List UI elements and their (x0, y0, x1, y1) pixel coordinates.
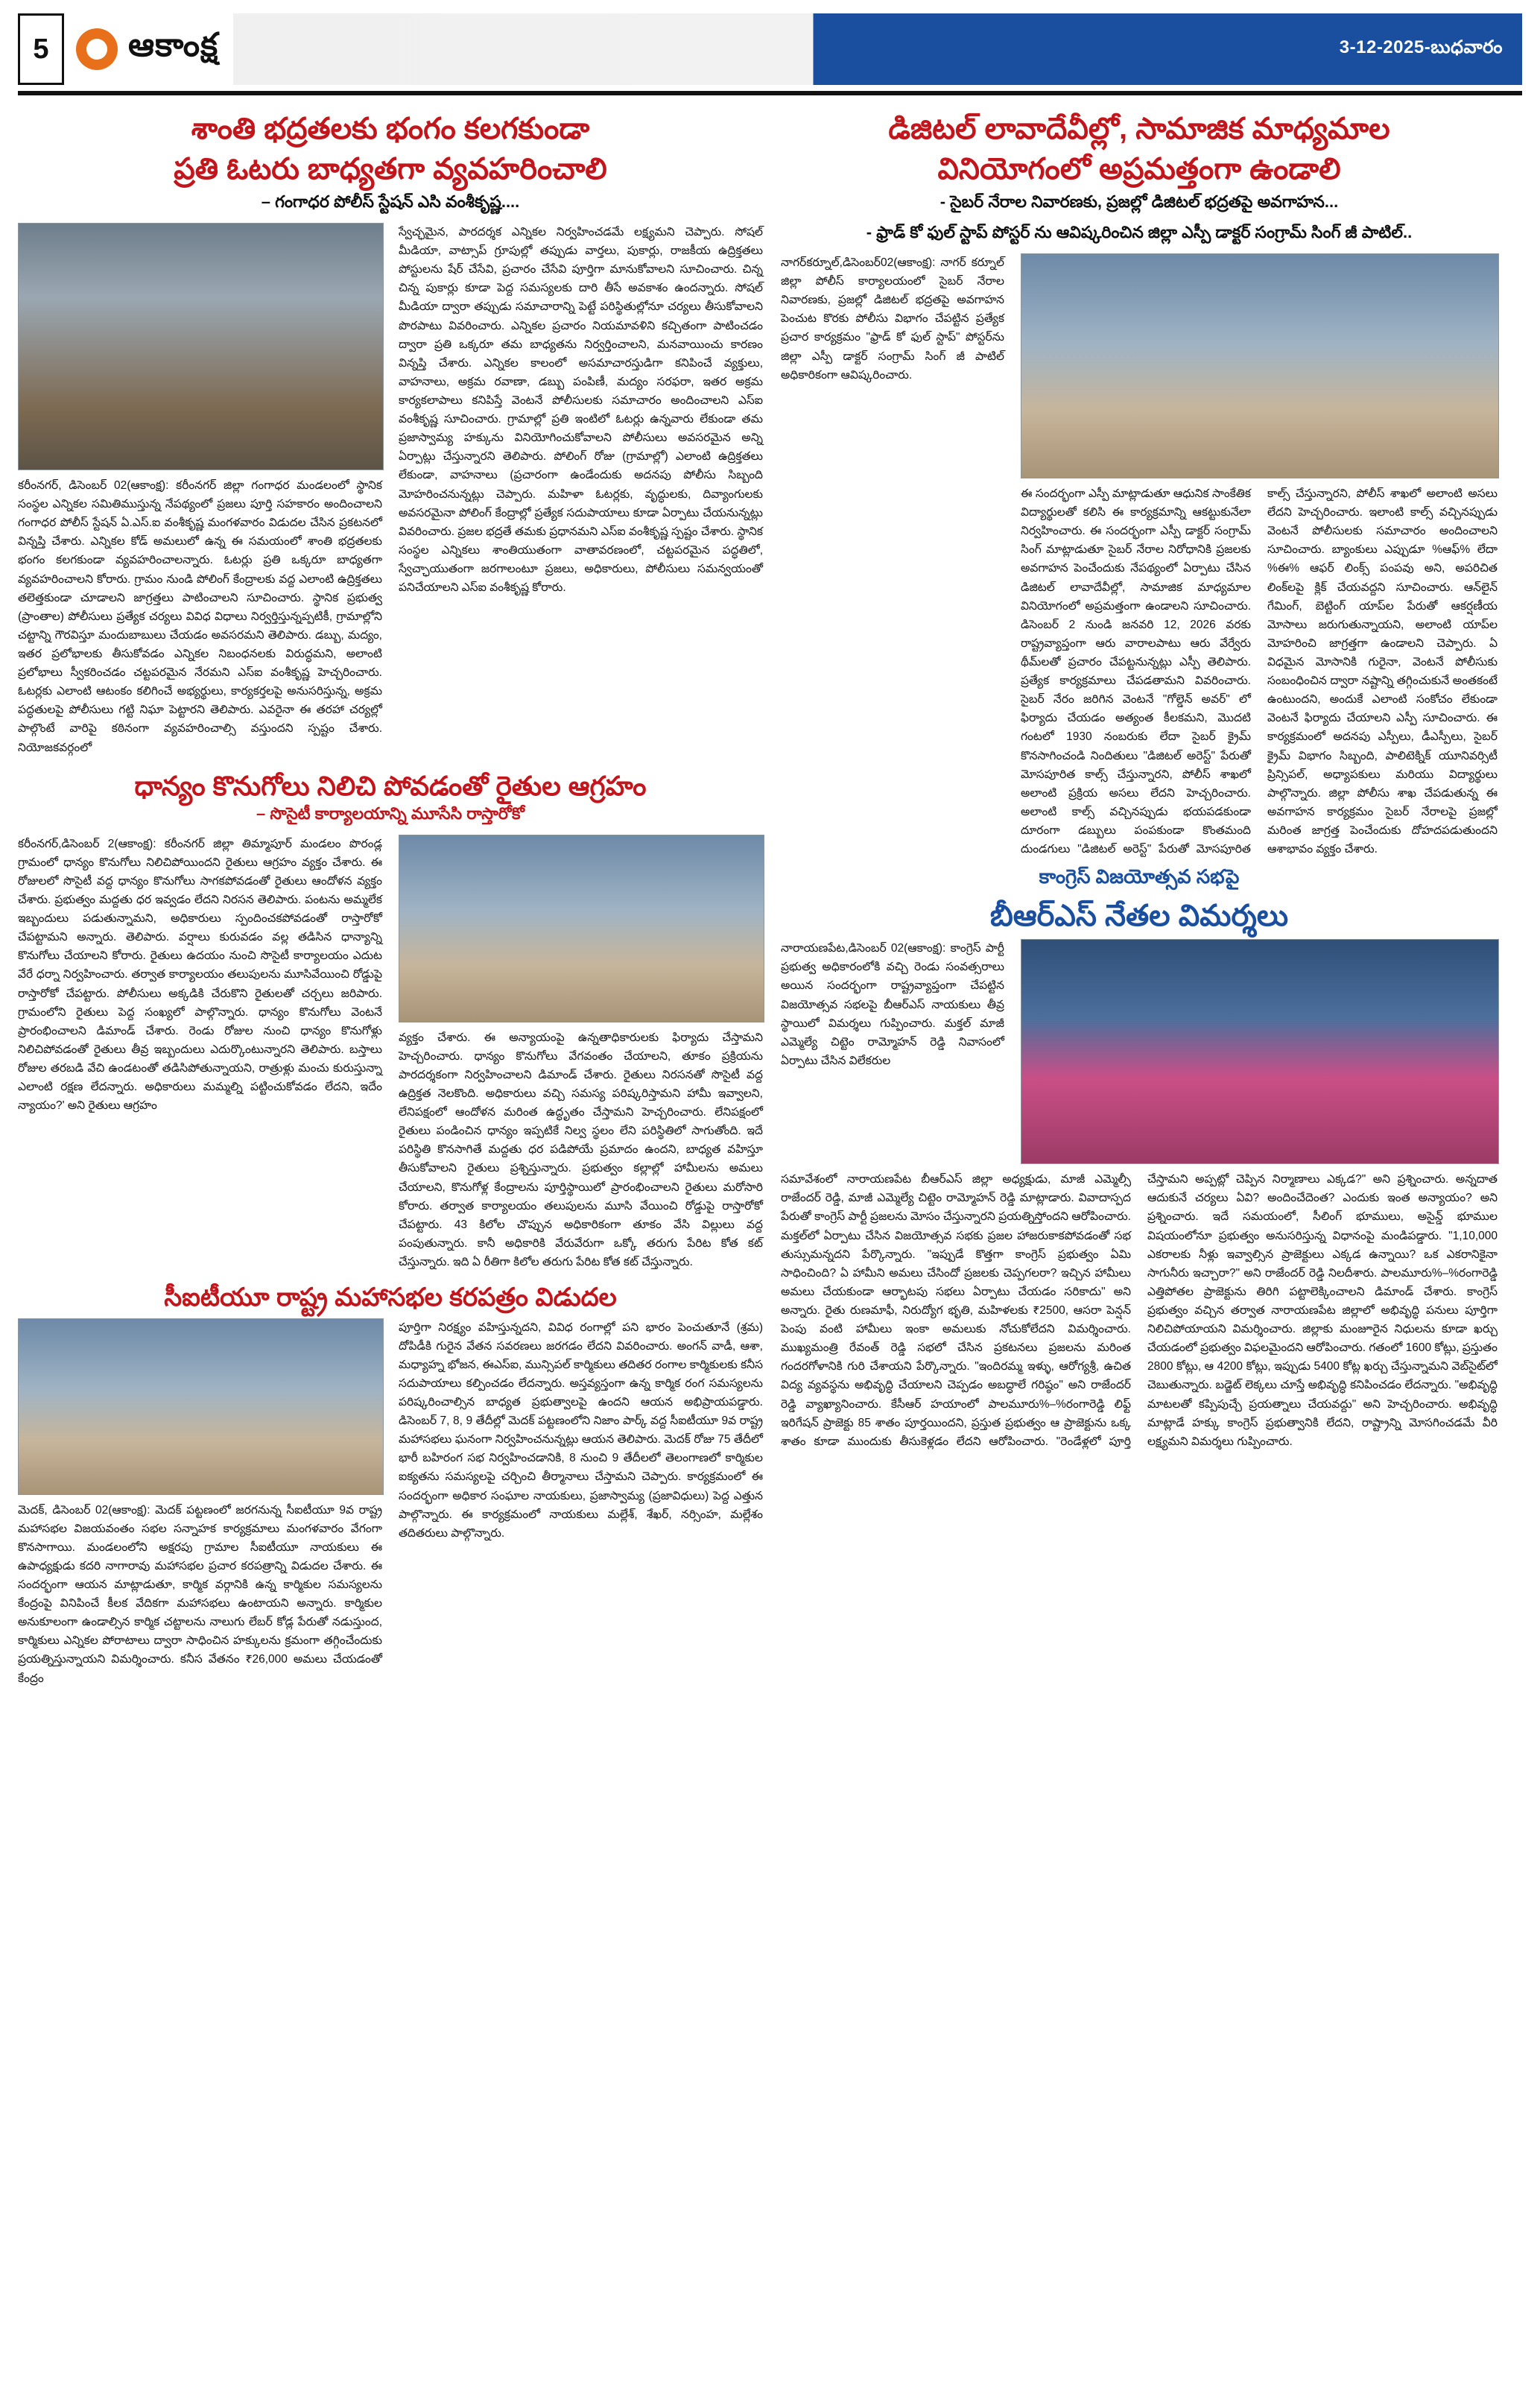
article2-headline: ధాన్యం కొనుగోలు నిలిచి పోవడంతో రైతుల ఆగ్రహం (134, 770, 647, 801)
article1-byline: – గంగాధర పోలీస్ స్టేషన్ ఎసి వంశీకృష్ణ.... (261, 192, 520, 211)
article-citu-pamphlet (18, 1282, 763, 1692)
article1-body-a: : కరీంనగర్ జిల్లా గంగాధర మండలంలో స్థానిక సంస్థల ఎన్నికల సమితిముస్తున్న నేపథ్యంలో ప్రజలు పూర్తి సహకారం అందించాలని గంగాధర పోలీస్ స్టేషన్ ఏ.ఎస్.ఐ వంశీకృష్ణ మంగళవారం విడుదల చేసిన ప్రకటనలో విన్నప్తి చేశారు. ఎన్నికల కోడ్ అమలులో ఉన్న ఈ సమయంలో శాంతి భద్రతలకు భంగం కలగకుండా వ్యవహరించాలన్నారు. ఓటర్లు ప్రతి ఒక్కరూ బాధ్యతగా వ్యవహరించాలని కోరారు. గ్రామం నుండి పోలింగ్ కేంద్రాలకు వద్ద ఎలాంటి ఉద్రిక్తతలు తలెత్తకుండా చూడాలని జాగ్రత్తలు పాటించాలని సూచించారు. స్థానిక ప్రభుత్వ (ప్రాంతాల) పోలీసులు ప్రత్యేక చర్యలు వివిధ విధాలు నిర్వర్తిస్తున్నప్పటికీ, గ్రామాల్లోని చట్టాన్ని గౌరవిస్తూ మందుబాబులు చేయడం అవసరమని తెలిపారు. డబ్బు, మద్యం, ఇతర ప్రలోభాలకు తీసుకోవడం ఎన్నికల నిబంధనలకు విరుద్ధమని, అలాంటి ప్రలోభాలు స్వీకరించడం చట్టపరమైన నేరమని ఎస్ఐ వంశీకృష్ణ హెచ్చరించారు. ఓటర్లకు ఎలాంటి ఆటంకం కలిగించే అభ్యర్థులు, కార్యకర్తలపై అనుసరిస్తున్న, అక్రమ పద్ధతులపై పోలీసులు గట్టి నిఘా పెట్టారని తెలిపారు. ఎవరైనా ఈ తరహా చర్యల్లో పాల్గొంటే వారిపై కఠినంగా వ్యవహరించాల్సి వస్తుందని స్పష్టం చేశారు. నియోజకవర్గంలో (18, 479, 382, 754)
article5-headline: బీఆర్ఎస్ నేతల విమర్శలు (989, 900, 1289, 933)
publication-logo (76, 13, 233, 85)
article5-dateline: నారాయణపేట,డిసెంబర్ 02(ఆకాంక్ష) (781, 942, 943, 955)
article3-body-a: : మెదక్ పట్టణంలో జరగనున్న సీఐటీయూ 9వ రాష్ట్ర మహాసభల విజయవంతం సభల సన్నాహక కార్యక్రమాలు మంగళవారం వేగంగా కొనసాగాయి. మండలంలోని అక్షరపు గ్రామాల సీఐటీయూ నాయకులు ఈ ఉపాధ్యక్షుడు కదరి నాగారావు మహాసభల ప్రచార కరపత్రాన్ని విడుదల చేశారు. ఈ సందర్భంగా ఆయన మాట్లాడుతూ, కార్మిక వర్గానికి ఉన్న కార్మికుల సమస్యలను కేంద్రంపై వినిపించే కీలక వేదికగా మహాసభలు ఉంటాయని అన్నారు. కార్మికుల అనుకూలంగా ఉండాల్సిన కార్మిక చట్టాలను నాలుగు లేబర్ కోడ్ల పేరుతో నడుస్తుంద, కార్మికులు ఎన్నికల పోరాటాలు ద్వారా సాధించిన హక్కులను క్రమంగా తగ్గించేందుకు ప్రయత్నిస్తున్నాయని విమర్శించారు. కనీస వేతనం ₹26,000 అమలు చేయడంతో కేంద్రం (18, 1503, 382, 1685)
press-meet-photo (1021, 939, 1499, 1164)
article4-sub1: - సైబర్ నేరాల నివారణకు, ప్రజల్లో డిజిటల్ భద్రతపై అవగాహన... (939, 192, 1339, 211)
masthead-rule (18, 91, 1522, 95)
logo-mark-icon (76, 28, 118, 70)
police-poster-release-photo (1021, 253, 1499, 478)
article2-dateline: కరీంనగర్,డిసెంబర్ 2(ఆకాంక్ష) (18, 837, 153, 850)
article1-dateline: కరీంనగర్, డిసెంబర్ 02(ఆకాంక్ష) (18, 479, 166, 492)
farmers-protest-photo (399, 835, 764, 1022)
article2-body-a: : కరీంనగర్ జిల్లా తిమ్మాపూర్ మండలం పొరండ్ల గ్రామంలో ధాన్యం కొనుగోలు నిలిచిపోయిందని రైతులు ఆగ్రహం వ్యక్తం చేశారు. ఈ రోజులలో సొసైటీ వద్ద ధాన్యం కొనుగోలు సాగకపోవడంతో రైతులు ఆందోళన వ్యక్తం చేశారు. ప్రభుత్వం మద్దతు ధర ఇవ్వడం లేదని నిరసన తెలిపారు. పంటను అమ్మలేక ఇబ్బందులు పడుతున్నామని, అధికారులు స్పందించకపోవడంతో రాస్తారోకో చేపట్టామని అన్నారు. తెలిపారు. వర్షాలు కురువడం వల్ల తడిసిన ధాన్యాన్ని కొనుగోలు చేయాలని కోరారు. రైతులు ఉదయం నుంచి సొసైటీ కార్యాలయం ఎదుట వేరే ధర్నా నిర్వహించారు. తర్వాత కార్యాలయం తలుపులను మూసివేయించి రోడ్డుపై రాస్తారోకో చేపట్టారు. పోలీసులు అక్కడికి చేరుకొని రైతులతో చర్చలు జరిపారు. గ్రామంలోని రైతులు పెద్ద సంఖ్యలో పాల్గొన్నారు. ధాన్యం కొనుగోలు వెంటనే ప్రారంభించాలని డిమాండ్ చేశారు. రెండు రోజుల నుంచి ధాన్యం కొనుగోళ్లు నిలిచిపోవడంతో రైతులు తీవ్ర ఇబ్బందులు ఎదుర్కొంటున్నారని తెలిపారు. బస్తాలు రోజుల తరబడి వేచి ఉండటంతో తడిసిపోతున్నాయని, రాత్రుళ్లు మంచు కురుస్తున్నా ఎలాంటి రక్షణ లేదన్నారు. అధికారులు మమ్మల్ని పట్టించుకోవడం లేదని, ఇదేం న్యాయం?' అని రైతులు ఆగ్రహం (18, 837, 383, 1113)
article4-body-b: ఈ సందర్భంగా ఎస్పీ మాట్లాడుతూ ఆధునిక సాంకేతిక విద్యార్థులతో కలిసి ఈ కార్యక్రమాన్ని ఆకట్టుకునేలా నిర్వహించారు. ఈ సందర్భంగా ఎస్పీ డాక్టర్ సంగ్రామ్ సింగ్ మాట్లాడుతూ సైబర్ నేరాల నిరోధానికి ప్రజలకు అవగాహన పెంచేందుకు నేపథ్యంలో ఏర్పాటు చేసిన డిజిటల్ లావాదేవీల్లో, సామాజిక మాధ్యమాల వినియోగంలో అప్రమత్తంగా ఉండాలని సూచించారు. డిసెంబర్ 2 నుండి జనవరి 12, 2026 వరకు రాష్ట్రవ్యాప్తంగా ఆరు వారాలపాటు ఆరు వేర్వేరు థీమ్‌లతో ప్రచారం చేపట్టనున్నట్లు ఎస్పీ తెలిపారు. ప్రత్యేక కార్యక్రమాలు చేపడతామని వివరించారు. సైబర్ నేరం జరిగిన వెంటనే "గోల్డెన్ అవర్" లో ఫిర్యాదు చేయడం అత్యంత కీలకమని, మెుదటి గంటలో 1930 నంబరుకు లేదా సైబర్ క్రైమ్ కొనసాగించండి నిందితులు "డిజిటల్ అరెస్ట్" పేరుతో మోసపూరిత కాల్స్ చేస్తున్నారని, పోలీస్ శాఖలో అలాంటి ప్రక్రియ అసలు లేదని హెచ్చరించారు. అలాంటి కాల్స్ వచ్చినప్పుడు భయపడకుండా దూరంగా డబ్బులు పంపకుండా కొంతమంది దుండగులు "డిజిటల్ అరెస్ట్" పేరుతో మోసపూరిత కాల్స్ చేస్తున్నారని, పోలీస్ శాఖలో అలాంటి అసలు లేదని హెచ్చరించారు. ఇలాంటి కాల్స్ వచ్చినప్పుడు వెంటనే పోలీసులకు సమాచారం అందించాలని సూచించారు. బ్యాంకులు ఎప్పుడూ %ఆఫ్% లేదా %ఈ% ఆఫర్ లింక్స్ పంపవు అని, అపరిచిత లింక్‌లపై క్లిక్ చేయవద్దని సూచించారు. ఆన్‌లైన్ గేమింగ్, బెట్టింగ్ యాప్‌ల పేరుతో ఆకర్షణీయ మోసాలు జరుగుతున్నాయని, అలాంటి యాప్‌ల మోహరించి జాగ్రత్తగా ఉండాలని చెప్పారు. ఏ విధమైన మోసానికి గురైనా, వెంటనే పోలీసుకు సంబంధించిన ద్వారా నష్టాన్ని తగ్గించుకునే అంతకంటే ఉంటుందని, అందుకే ఎలాంటి సంకోచం లేకుండా వెంటనే ఫిర్యాదు చేయాలని ఎస్పీ సూచించారు. ఈ కార్యక్రమంలో అదనపు ఎస్పీలు, డీఎస్పీలు, సైబర్ క్రైమ్ విభాగం సిబ్బంది, పాలిటెక్నిక్ యూనివర్సిటీ ప్రిన్సిపల్, అధ్యాపకులు మరియు విద్యార్థులు పాల్గొన్నారు. జిల్లా పోలీసు శాఖ చేపడుతున్న ఈ అవగాహన కార్యక్రమం సైబర్ నేరాలపై ప్రజల్లో మరింత జాగ్రత్త పెంచేందుకు దోహదపడుతుందని ఆశాభావం వ్యక్తం చేశారు. (1021, 487, 1498, 856)
article-cyber-safety (781, 110, 1498, 861)
article-brs-criticism (781, 865, 1498, 1453)
article5-kicker: కాంగ్రెస్ విజయోత్సవ సభపై (1039, 865, 1240, 888)
article3-dateline: మెదక్, డిసెంబర్ 02(ఆకాంక్ష) (18, 1503, 148, 1517)
publication-name: ఆకాంక్ష (128, 26, 219, 63)
article1-body-b: స్వేచ్ఛమైన, పారదర్శక ఎన్నికల నిర్వహించడమే లక్ష్యమని చెప్పారు. సోషల్ మీడియా, వాట్సాప్ గ్రూపుల్లో తప్పుడు వార్తలు, పుకార్లు, రాజకీయ ఉద్రిక్తతలు పోస్టులను షేర్ చేసేవి, ప్రచారం చేసేవి పూర్తిగా మానుకోవాలని సూచించారు. చిన్న చిన్న పుకార్లు కూడా పెద్ద సమస్యలకు దారి తీసే అవకాశం ఉందన్నారు. సోషల్ మీడియా ద్వారా తప్పుడు సమాచారాన్ని పెట్టే పరిస్థితుల్లోనూ చర్యలు తీసుకోవాలని పొరపాటు వివరించారు. ఎన్నికల ప్రచారం నియమావళిని కచ్చితంగా పాటించడం ద్వారా ప్రతి ఒక్కరూ తమ బాధ్యతను నిర్వర్తించాలని, మనవాయించు కారణం విన్నప్తి చేశారు. ఎన్నికల కాలంలో అసమాచారస్తుడిగా కనిపించే వ్యక్తులు, వాహనాలు, అక్రమ రవాణా, డబ్బు పంపిణీ, మద్యం సరఫరా, ఇతర అక్రమ కార్యకలాపాలు కనిపిస్తే వెంటనే పోలీసులకు సమాచారం అందించాలని ఎస్ఐ వంశీకృష్ణ సూచించారు. గ్రామాల్లో ప్రతి ఇంటిలో ఓటర్లు ఉన్నవారు లేకుండా తమ ప్రజాస్వామ్య హక్కును వినియోగించుకోవాలని పోలీసులు అవసరమైన అన్ని ఏర్పాట్లు చేస్తున్నారని తెలిపారు. పోలింగ్ రోజు (గ్రామాల్లో) ఎలాంటి ఉద్రిక్తతలు లేకుండా, వాహనాలు (ప్రచారంగా ఉండేందుకు అదనపు పోలీసు సిబ్బంది మోహరించనున్నట్లు చెప్పారు. మహిళా ఓటర్లకు, వృద్ధులకు, దివ్యాంగులకు అవసరమైనా పోలింగ్ కేంద్రాల్లో ప్రత్యేక సదుపాయాలు కూడా ఏర్పాటు చేయనున్నట్లు వివరించారు. ప్రజల భద్రతే తమకు ప్రధానమని ఎస్ఐ వంశీకృష్ణ స్పష్టం చేశారు. స్థానిక సంస్థల ఎన్నికలు శాంతియుతంగా వాతావరణంలో, చట్టపరమైన పద్ధతిలో, స్వేచ్ఛాయుతంగా జరగాలంటూ ప్రజలు, అధికారులు, పోలీసులు సమన్వయంతో పనిచేయాలని ఎస్ఐ వంశీకృష్ణ కోరారు. (399, 226, 763, 595)
article4-headline-1: డిజిటల్ లావాదేవీల్లో, సామాజిక మాధ్యమాల (888, 113, 1390, 145)
police-officer-photo (18, 223, 384, 470)
article-paddy-protest (18, 769, 763, 1276)
article5-body-a: : కాంగ్రెస్ పార్టీ ప్రభుత్వ అధికారంలోకి వచ్చి రెండు సంవత్సరాలు అయిన సందర్భంగా రాష్ట్రవ్యాప్తంగా చేపట్టిన విజయోత్సవ సభలపై బీఆర్ఎస్ నాయకులు తీవ్ర స్థాయిలో విమర్శలు గుప్పించారు. మక్తల్ మాజీ ఎమ్మెల్యే చిట్టెం రామ్మోహన్ రెడ్డి నివాసంలో ఏర్పాటు చేసిన విలేకరుల (781, 942, 1004, 1067)
masthead (18, 13, 1522, 85)
article3-body-b: పూర్తిగా నిరక్ష్యం వహిస్తున్నదని, వివిధ రంగాల్లో పని భారం పెంచుతూనే (శ్రమ) దోపిడీకి గురైన వేతన సవరణలు జరగడం లేదని వివరించారు. అంగన్ వాడీ, ఆశా, మధ్యాహ్న భోజన, ఈఎస్ఐ, మున్సిపల్ కార్మికులు తదితర రంగాల కార్మికులకు కనీస సదుపాయాలు కల్పించడం లేదన్నారు. అస్తవ్యస్తంగా ఉన్న కార్మిక రంగ సమస్యలను పరిష్కరించాల్సిన బాధ్యత ప్రభుత్వాలపై ఉందని ఆయన అభిప్రాయపడ్డారు. డిసెంబర్ 7, 8, 9 తేదీల్లో మెదక్ పట్టణంలోని నిజాం పార్క్ వద్ద సీఐటీయూ 9వ రాష్ట్ర మహాసభలు ఘనంగా నిర్వహించనున్నట్లు ఆయన తెలిపారు. మెదక్ రోజు 75 తేదీలో భారీ బహిరంగ సభ నిర్వహించడానికి, 8 నుంచి 9 తేదీలలో తెలంగాణలో కార్మికుల ఐక్యతను సమస్యలపై చర్చించి తీర్మానాలు చేస్తామని చెప్పారు. కార్యక్రమంలో ఈ సందర్భంగా అధికార సంఘాల నాయకులు, ప్రజాస్వామ్య (ప్రజావిధులు) పెద్ద ఎత్తున పాల్గొన్నారు. ఈ కార్యక్రమంలో నాయకులు మల్లేశ్, శేఖర్, నర్సింహ, మల్లేశం తదితరులు పాల్గొన్నారు. (399, 1321, 763, 1540)
article5-body-b: సమావేశంలో నారాయణపేట బీఆర్ఎస్ జిల్లా అధ్యక్షుడు, మాజీ ఎమ్మెల్సీ రాజేందర్ రెడ్డి, మాజీ ఎమ్మెల్యే చిట్టెం రామ్మోహన్ రెడ్డి మాట్లాడారు. వివాదాస్పద పేరుతో కాంగ్రెస్ పార్టీ ప్రజలను మోసం చేస్తున్నారని ప్రయత్నిస్తోందని ఆరోపించారు. మక్తల్‌లో ఏర్పాటు చేసిన విజయోత్సవ సభకు ప్రజల హాజరుకాకపోవడంతో సభ తుస్సుమన్నదని పేర్కొన్నారు. "ఇప్పుడే కొత్తగా కాంగ్రెస్ ప్రభుత్వం ఏమి సాధించింది? ఏ హామీని అమలు చేసిందో ప్రజలకు చెప్పగలరా? ఇచ్చిన హామీలు అమలు చేయకుండా ఆర్భాటపు సభలు ఏర్పాటు చేయడం సరికాదు" అని అన్నారు. రైతు రుణమాఫీ, నిరుద్యోగ భృతి, మహిళలకు ₹2500, ఆసరా పెన్షన్ పెంపు వంటి హామీలు ఇంకా అమలుకు నోచుకోలేదని విమర్శించారు. ముఖ్యమంత్రి రేవంత్ రెడ్డి సభలో చేసిన ప్రకటనలు ప్రజలను మరింత గందరగోళానికి గురి చేశాయని పేర్కొన్నారు. "ఇందిరమ్మ ఇళ్ళు, ఆరోగ్యశ్రీ, ఉచిత విద్య వ్యవస్థను అభివృద్ధి చేయాలని చెప్పడం అబద్ధాలే గరిష్ఠం" అని రాజేందర్ రెడ్డి వ్యాఖ్యానించారు. కేసీఆర్ హయాంలో పాలమూరు%–%రంగారెడ్డి లిఫ్ట్ ఇరిగేషన్ ప్రాజెక్టు 85 శాతం పూర్తయిందని, ప్రస్తుత ప్రభుత్వం ఆ ప్రాజెక్టును ఒక్క శాతం కూడా ముందుకు తీసుకెళ్లడం లేదని ఆరోపించారు. "రెండేళ్లలో పూర్తి చేస్తామని అప్పట్లో చెప్పిన నిర్మాణాలు ఎక్కడ?" అని ప్రశ్నించారు. అన్నదాత ఆదుకునే చర్యలు ఏవి? అందించేదెంత? ఎందుకు ఇంత అన్యాయం? అని ప్రశ్నించారు. ఇదే సమయంలో, సీలింగ్ భూములు, అసైన్డ్ భూముల విషయంలోనూ ప్రభుత్వం అనుసరిస్తున్న విధానంపై మండిపడ్డారు. "1,10,000 ఎకరాలకు నీళ్లు ఇవ్వాల్సిన ప్రాజెక్టులు ఎక్కడ ఉన్నాయి? ఒక ఎకరానికైనా సాగునీరు ఇచ్చారా?" అని రాజేందర్ రెడ్డి నిలదీశారు. పాలమూరు%–%రంగారెడ్డి ఎత్తిపోతల ప్రాజెక్టును తిరిగి పట్టాలెక్కించాలని డిమాండ్ చేశారు. కాంగ్రెస్ ప్రభుత్వం వచ్చిన తర్వాత నారాయణపేట జిల్లాలో అభివృద్ధి పనులు పూర్తిగా నిలిచిపోయాయని విమర్శించారు. జిల్లాకు మంజూరైన నిధులను కూడా ఖర్చు చేయడంలో ప్రభుత్వం విఫలమైందని ఆరోపించారు. గతంలో 1600 కోట్లు, ప్రస్తుతం 2800 కోట్లు, ఆ 4200 కోట్లు, ఇప్పుడు 5400 కోట్ల ఖర్చు చేస్తున్నామని వెబ్‌సైట్‌లో చెబుతున్నారు. బడ్జెట్ లెక్కలు చూస్తే అభివృద్ధి కనిపించడం లేదన్నారు. "అభివృద్ధి మాటలతో కప్పిపుచ్చే ప్రయత్నాలు చేయవద్దు" అని హెచ్చరించారు. అభివృద్ధి మాట్లాడే హక్కు కాంగ్రెస్ ప్రభుత్వానికి లేదని, రాష్ట్రాన్ని మోసగించడమే వీరి లక్ష్యమని విమర్శలు గుప్పించారు. (781, 1173, 1498, 1448)
article4-dateline: నాగర్‌కర్నూల్,డిసెంబర్02(ఆకాంక్ష) (781, 256, 933, 269)
newspaper-page (0, 13, 1540, 2390)
article4-body-a: : నాగర్ కర్నూల్ జిల్లా పోలీస్ కార్యాలయంలో సైబర్ నేరాల నివారణకు, ప్రజల్లో డిజిటల్ భద్రతపై అవగాహన పెంచుట కొరకు పోలీసు విభాగం చేపట్టిన ప్రత్యేక ప్రచార కార్యక్రమం "ఫ్రాడ్ కో ఫుల్ స్టాప్" పోస్టర్‌ను జిల్లా ఎస్పీ డాక్టర్ సంగ్రామ్ సింగ్ జీ పాటిల్ అధికారికంగా ఆవిష్కరించారు. (781, 256, 1004, 382)
article4-headline-2: వినియోగంలో అప్రమత్తంగా ఉండాలి (937, 153, 1341, 186)
article3-headline: సీఐటీయూ రాష్ట్ర మహాసభల కరపత్రం విడుదల (164, 1283, 617, 1312)
article2-subhead: – సొసైటీ కార్యాలయాన్ని మూసేసి రాస్తారోకో (256, 803, 525, 823)
article1-headline-2: ప్రతి ఓటరు బాధ్యతగా వ్యవహరించాలి (174, 153, 607, 186)
article1-headline-1: శాంతి భద్రతలకు భంగం కలగకుండా (191, 113, 590, 145)
pamphlet-release-photo (18, 1318, 384, 1495)
page-content (18, 106, 1522, 1692)
left-section (18, 106, 763, 1692)
publication-date: 3-12-2025-బుధవారం (1339, 37, 1503, 57)
article4-sub2: - ఫ్రాడ్ కో ఫుల్ స్టాప్ పోస్టర్ ను ఆవిష్కరించిన జిల్లా ఎస్పీ డాక్టర్ సంగ్రామ్ సింగ్ జీ పాటిల్.. (866, 223, 1413, 241)
right-section (781, 106, 1498, 1692)
article-law-order (18, 110, 763, 762)
article2-body-b: వ్యక్తం చేశారు. ఈ అన్యాయంపై ఉన్నతాధికారులకు ఫిర్యాదు చేస్తామని హెచ్చరించారు. ధాన్యం కొనుగోలు వేగవంతం చేయాలని, తూకం ప్రక్రియను పారదర్శకంగా నిర్వహించాలని డిమాండ్ చేశారు. రైతులు నిరసనతో సొసైటీ వద్ద ఉద్రిక్తత నెలకొంది. అధికారులు వచ్చి సమస్య పరిష్కరిస్తామని హామీ ఇవ్వాలని, లేనిపక్షంలో ఆందోళన మరింత ఉద్ధృతం చేస్తామని హెచ్చరించారు. లేనిపక్షంలో రైతులు పండించిన ధాన్యం ఇప్పటికే నిల్వ స్థలం లేని పరిస్థితిలో సాగుతోంది. ఇదే పరిస్థితి కొనసాగితే మద్దతు ధర పడిపోయే ప్రమాదం ఉందని, బాధ్యత వహిస్తూ తీసుకోవాలని రైతులు ప్రశ్నిస్తున్నారు. ప్రభుత్వం కల్లాల్లో హామీలను అమలు చేయాలని, కొనుగోళ్ల కేంద్రాలను పూర్తిస్థాయిలో ప్రారంభించాలని రైతులు మరోసారి కోరారు. తర్వాత కార్యాలయం తలుపులను మూసి వేయించి రోడ్డుపై రాస్తారోకో చేపట్టారు. 43 కిలోల చొప్పున అధికారికంగా తూకం వేసి విల్లులు వద్ద పంపుతున్నారు. కానీ అధికారికి వేరువేరుగా ఒక్కో తరుగు పేరిట కోత కట్ చేస్తున్నారు. ఇది ఏ రీతిగా కిలోల తరుగు పేరిట కోత కట్ చేస్తున్నారు. (399, 1031, 763, 1268)
masthead-bar (233, 13, 1522, 85)
page-number: 5 (18, 13, 64, 85)
